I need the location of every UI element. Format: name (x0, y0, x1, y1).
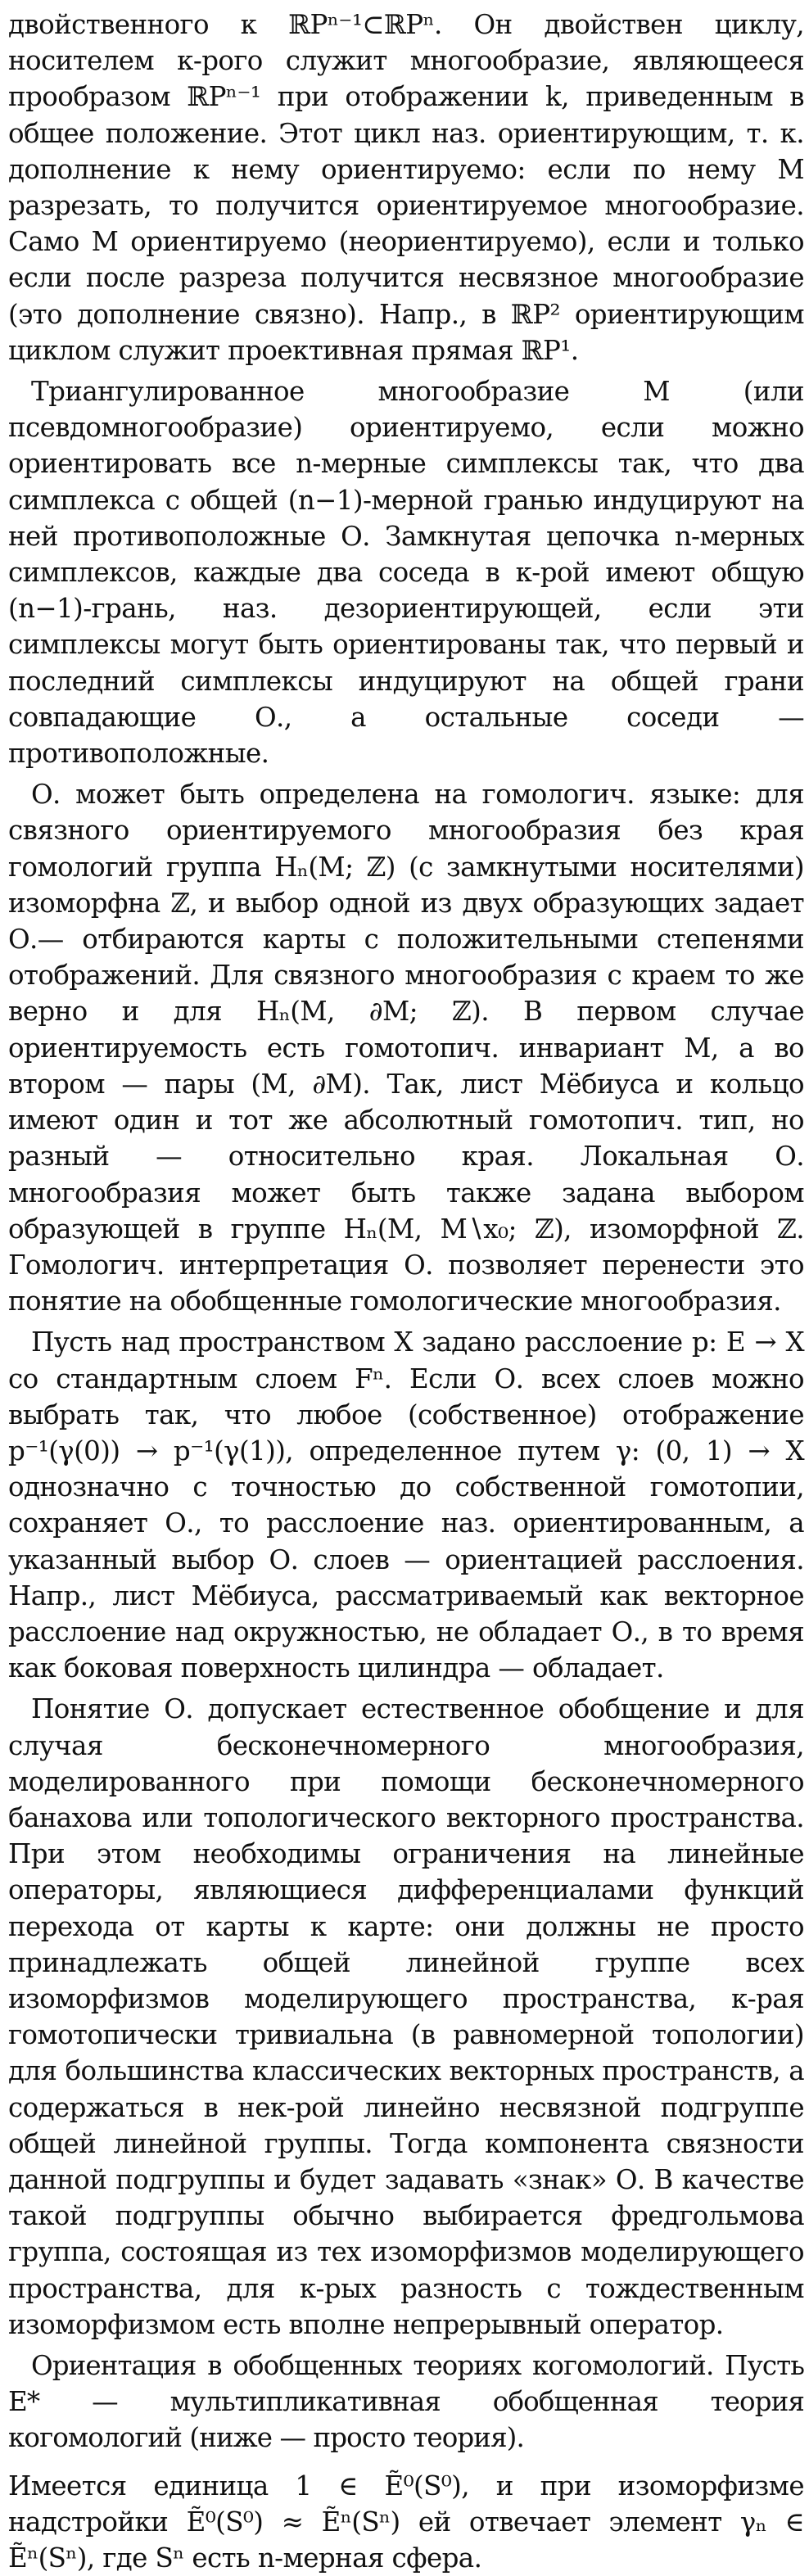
paragraph-infinite-dimensional: Понятие О. допускает естественное обобщение и для случая бесконечномерного многообразия, моделированного при помощи бесконечномерного банахова или топологического векторного пространства. При этом необходимы ограничения на линейные операторы, являющиеся дифференциалами функций перехода от карты к карте: они должны не просто принадлежать общей линейной группе всех изоморфизмов моделирующего пространства, к-рая гомотопически тривиальна (в равномерной топологии) для большинства классических векторных пространств, а содержаться в нек-рой линейно несвязной подгруппе общей линейной группы. Тогда компонента связности данной подгруппы и будет задавать «знак» О. В качестве такой подгруппы обычно выбирается фредгольмова группа, состоящая из тех изоморфизмов моделирующего пространства, для к-рых разность с тождественным изоморфизмом есть вполне непрерывный оператор. (8, 1693, 804, 2340)
paragraph-orienting-cycle: двойственного к ℝPⁿ⁻¹⊂ℝPⁿ. Он двойствен циклу, носителем к-рого служит многообразие, являющееся прообразом ℝPⁿ⁻¹ при отображении k, приведенным в общее положение. Этот цикл наз. ориентирующим, т. к. дополнение к нему ориентируемо: если по нему M разрезать, то получится ориентируемое многообразие. Само M ориентируемо (неориентируемо), если и только если после разреза получится несвязное многообразие (это дополнение связно). Напр., в ℝP² ориентирующим циклом служит проективная прямая ℝP¹. (8, 9, 804, 366)
paragraph-unit-suspension: Имеется единица 1 ∈ Ẽ⁰(S⁰), и при изоморфизме надстройки Ẽ⁰(S⁰) ≈ Ẽⁿ(Sⁿ) ей отвечает элемент γₙ ∈ Ẽⁿ(Sⁿ), где Sⁿ есть n-мерная сфера. (8, 2470, 804, 2574)
paragraph-bundle-orientation: Пусть над пространством X задано расслоение p: E → X со стандартным слоем Fⁿ. Если О. всех слоев можно выбрать так, что любое (собственное) отображение p⁻¹(γ(0)) → p⁻¹(γ(1)), определенное путем γ: (0, 1) → X однозначно с точностью до собственной гомотопии, сохраняет О., то расслоение наз. ориентированным, а указанный выбор О. слоев — ориентацией расслоения. Напр., лист Мёбиуса, рассматриваемый как векторное расслоение над окружностью, не обладает О., в то время как боковая поверхность цилиндра — обладает. (8, 1326, 804, 1684)
paragraph-homology-orientation: О. может быть определена на гомологич. языке: для связного ориентируемого многообразия без края гомологий группа Hₙ(M; ℤ) (с замкнутыми носителями) изоморфна ℤ, и выбор одной из двух образующих задает О.— отбираются карты с положительными степенями отображений. Для связного многообразия с краем то же верно и для Hₙ(M, ∂M; ℤ). В первом случае ориентируемость есть гомотопич. инвариант M, а во втором — пары (M, ∂M). Так, лист Мёбиуса и кольцо имеют один и тот же абсолютный гомотопич. тип, но разный — относительно края. Локальная О. многообразия может быть также задана выбором образующей в группе Hₙ(M, M∖x₀; ℤ), изоморфной ℤ. Гомологич. интерпретация О. позволяет перенести это понятие на обобщенные гомологические многообразия. (8, 779, 804, 1317)
article-page (8, 7, 804, 2576)
paragraph-triangulated-manifold: Триангулированное многообразие M (или псевдомногообразие) ориентируемо, если можно ориентировать все n-мерные симплексы так, что два симплекса с общей (n−1)-мерной гранью индуцируют на ней противоположные О. Замкнутая цепочка n-мерных симплексов, каждые два соседа в к-рой имеют общую (n−1)-грань, наз. дезориентирующей, если эти симплексы могут быть ориентированы так, что первый и последний симплексы индуцируют на общей грани совпадающие О., а остальные соседи — противоположные. (8, 376, 804, 770)
paragraph-cohomology-heading: Ориентация в обобщенных теориях когомологий. Пусть E* — мультипликативная обобщенная теория когомологий (ниже — просто теория). (8, 2350, 804, 2454)
